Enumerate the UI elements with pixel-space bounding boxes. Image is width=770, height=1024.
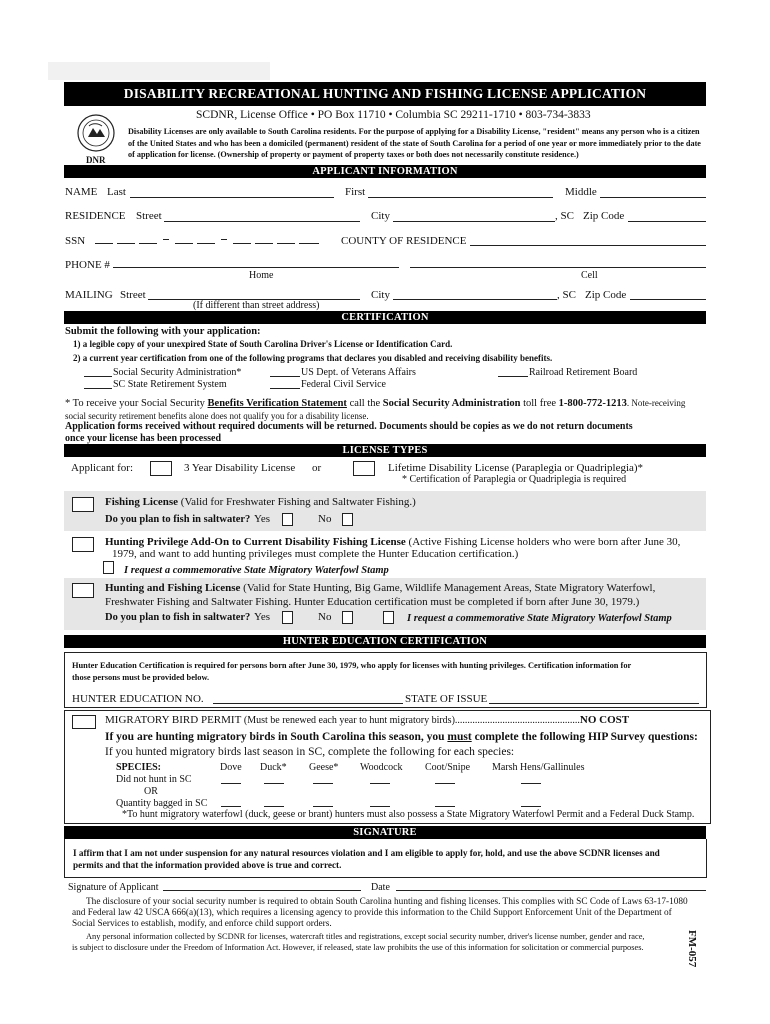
qty-geese[interactable] xyxy=(313,806,333,807)
hunter-ed-no-label: HUNTER EDUCATION NO. xyxy=(72,693,204,705)
name-label: NAME xyxy=(65,186,98,198)
saltwater-no-checkbox-2[interactable] xyxy=(342,611,353,624)
scrs-checkline[interactable] xyxy=(84,388,112,389)
ssa-note xyxy=(65,397,685,410)
migratory-title: MIGRATORY BIRD PERMIT xyxy=(105,714,242,726)
addon-stamp-label: I request a commemorative State Migratory Waterfowl Stamp xyxy=(124,565,389,576)
hunt-fish-title: Hunting and Fishing License xyxy=(105,582,241,594)
hunting-addon-desc1: (Active Fishing License holders who were born after June 30, xyxy=(408,536,681,548)
middle-label: Middle xyxy=(565,186,597,198)
lifetime-checkbox[interactable] xyxy=(353,461,375,476)
ssn-label: SSN xyxy=(65,235,86,247)
fishing-title: Fishing License xyxy=(105,496,179,508)
addon-stamp-checkbox[interactable] xyxy=(103,561,114,574)
middle-name-field[interactable] xyxy=(600,197,706,198)
program-ssa: Social Security Administration* xyxy=(113,367,242,378)
ssa-note-e: toll free xyxy=(523,398,557,409)
last-label: Last xyxy=(107,186,126,198)
saltwater-yes-label: Yes xyxy=(254,513,271,525)
hunting-addon-checkbox[interactable] xyxy=(72,537,94,552)
phone-label: PHONE # xyxy=(65,259,110,271)
hip-line-b: complete the following HIP Survey questions: xyxy=(474,731,698,743)
mailing-sc-label: , SC xyxy=(557,289,576,301)
hunter-ed-header: HUNTER EDUCATION CERTIFICATION xyxy=(64,635,706,648)
affirmation-1: I affirm that I am not under suspension for any natural resources violation and I am eligible to apply for, hold, and use the above SCDNR licenses and xyxy=(73,848,660,858)
species-coot-snipe: Coot/Snipe xyxy=(425,762,471,773)
species-marsh-hens: Marsh Hens/Gallinules xyxy=(492,762,585,773)
signature-header: SIGNATURE xyxy=(64,826,706,839)
did-not-hunt-label: Did not hunt in SC xyxy=(116,774,192,785)
certification-section-header: CERTIFICATION xyxy=(64,311,706,324)
va-checkline[interactable] xyxy=(270,376,300,377)
qty-coot-snipe[interactable] xyxy=(435,806,455,807)
ssa-note-line2: social security retirement benefits alone does not qualify you for a disability license. xyxy=(65,411,369,421)
or-label: or xyxy=(312,462,322,474)
dnh-dove[interactable] xyxy=(221,783,241,784)
warning-line2: once your license has been processed xyxy=(65,433,222,444)
residence-city-field[interactable] xyxy=(393,221,555,222)
saltwater-yes-label-2: Yes xyxy=(254,611,271,623)
saltwater-no-checkbox[interactable] xyxy=(342,513,353,526)
species-geese: Geese* xyxy=(309,762,339,773)
dnr-seal-logo xyxy=(76,113,116,153)
footer-line-1: The disclosure of your social security number is required to obtain South Carolina hunting and fishing licenses. This complies with SC Code of Laws 63-17-1080 xyxy=(86,897,688,907)
footer-line-4: Any personal information collected by SCDNR for licenses, watercraft titles and registrations, except social security number, driver's license number, gender and race, xyxy=(86,932,645,941)
rrb-checkline[interactable] xyxy=(498,376,528,377)
mailing-note: (If different than street address) xyxy=(193,300,320,311)
mailing-city-field[interactable] xyxy=(393,299,557,300)
mailing-city-label: City xyxy=(371,289,390,301)
ssa-note-g: . Note-receiving xyxy=(626,398,686,408)
applicant-section-header: APPLICANT INFORMATION xyxy=(64,165,706,178)
migratory-desc: (Must be renewed each year to hunt migratory birds).................................................. xyxy=(243,715,580,726)
dnh-woodcock[interactable] xyxy=(370,783,390,784)
lifetime-note: * Certification of Paraplegia or Quadriplegia is required xyxy=(402,474,627,485)
home-caption: Home xyxy=(249,270,274,281)
submit-heading: Submit the following with your application: xyxy=(65,326,261,337)
mailing-zip-field[interactable] xyxy=(630,299,706,300)
hunt-fish-checkbox[interactable] xyxy=(72,583,94,598)
applicant-for-label: Applicant for: xyxy=(71,462,134,474)
fishing-desc: (Valid for Freshwater Fishing and Saltwater Fishing.) xyxy=(180,496,416,508)
ssa-checkline[interactable] xyxy=(84,376,112,377)
ssn-field[interactable] xyxy=(95,243,327,247)
fcs-checkline[interactable] xyxy=(270,388,300,389)
home-phone-field[interactable] xyxy=(113,267,399,268)
hunt-fish-stamp-label: I request a commemorative State Migratory Waterfowl Stamp xyxy=(407,613,672,624)
benefits-verification: Benefits Verification Statement xyxy=(207,398,347,409)
license-types-header: LICENSE TYPES xyxy=(64,444,706,457)
dnh-duck[interactable] xyxy=(264,783,284,784)
mailing-label: MAILING xyxy=(65,289,113,301)
hunter-ed-note-2: those persons must be provided below. xyxy=(72,673,210,682)
cell-caption: Cell xyxy=(581,270,598,281)
ssa-note-a: * To receive your Social Security xyxy=(65,398,205,409)
saltwater-yes-checkbox[interactable] xyxy=(282,513,293,526)
hip-instructions xyxy=(105,731,698,744)
three-year-checkbox[interactable] xyxy=(150,461,172,476)
warning-line1: Application forms received without required documents will be returned. Documents should be copies as we do not return documents xyxy=(65,421,633,432)
hip-must: must xyxy=(447,731,472,743)
waterfowl-footnote: *To hunt migratory waterfowl (duck, geese or brant) hunters must also possess a State Migratory Waterfowl Permit and a Federal Duck Stamp. xyxy=(122,809,695,820)
residence-street-field[interactable] xyxy=(164,221,360,222)
footer-line-5: is subject to disclosure under the Freedom of Information Act. However, if released, state law prohibits the use of this information for solicitation or commercial purposes. xyxy=(72,943,644,952)
form-title: DISABILITY RECREATIONAL HUNTING AND FISHING LICENSE APPLICATION xyxy=(64,82,706,106)
saltwater-question: Do you plan to fish in saltwater? xyxy=(105,514,251,525)
footer-line-3: Social Services to establish, modify, and enforce child support orders. xyxy=(72,919,332,929)
dnh-coot-snipe[interactable] xyxy=(435,783,455,784)
date-field[interactable] xyxy=(396,890,706,891)
hunter-ed-no-field[interactable] xyxy=(213,703,403,704)
species-dove: Dove xyxy=(220,762,242,773)
migratory-cost: NO COST xyxy=(579,714,630,726)
species-label: SPECIES: xyxy=(116,762,162,773)
saltwater-no-label: No xyxy=(318,513,332,525)
date-label: Date xyxy=(371,882,390,893)
fishing-license-label xyxy=(105,496,416,509)
hunt-fish-desc1: (Valid for State Hunting, Big Game, Wildlife Management Areas, State Migratory Waterfowl, xyxy=(243,582,656,594)
state-of-issue-field[interactable] xyxy=(489,703,699,704)
affirmation-2: permits and that the information provided above is true and correct. xyxy=(73,860,342,870)
cell-phone-field[interactable] xyxy=(410,267,706,268)
signature-field[interactable] xyxy=(163,890,361,891)
ssa-note-c: call the xyxy=(349,398,381,409)
qty-dove[interactable] xyxy=(221,806,241,807)
footer-line-2: and Federal law 42 USCA 666(a)(13), which requires a licensing agency to provide this information to the Child Support Enforcement Unit of the Department of xyxy=(72,908,672,918)
residence-label: RESIDENCE xyxy=(65,210,126,222)
dnr-label: DNR xyxy=(86,155,106,165)
hunter-ed-note-1: Hunter Education Certification is required for persons born after June 30, 1979, who apply for licenses with hunting privileges. Certification information for xyxy=(72,661,632,670)
last-name-field[interactable] xyxy=(130,197,334,198)
signature-label: Signature of Applicant xyxy=(68,882,159,893)
quantity-label: Quantity bagged in SC xyxy=(116,798,208,809)
hunting-addon-desc2: 1979, and want to add hunting privileges must complete the Hunter Education certification.) xyxy=(112,548,519,560)
zip-label: Zip Code xyxy=(583,210,625,222)
requirement-1: 1) a legible copy of your unexpired State of South Carolina Driver's License or Identification Card. xyxy=(73,339,453,349)
qty-woodcock[interactable] xyxy=(370,806,390,807)
ssa-phone: 1-800-772-1213 xyxy=(558,398,627,409)
office-address: SCDNR, License Office • PO Box 11710 • Columbia SC 29211-1710 • 803-734-3833 xyxy=(196,109,591,121)
sc-label: , SC xyxy=(555,210,574,222)
mailing-street-label: Street xyxy=(120,289,146,301)
street-label: Street xyxy=(136,210,162,222)
program-scrs: SC State Retirement System xyxy=(113,379,227,390)
city-label: City xyxy=(371,210,390,222)
state-of-issue-label: STATE OF ISSUE xyxy=(405,693,488,705)
fishing-license-checkbox[interactable] xyxy=(72,497,94,512)
mailing-zip-label: Zip Code xyxy=(585,289,627,301)
migratory-permit-checkbox[interactable] xyxy=(72,715,96,729)
species-woodcock: Woodcock xyxy=(360,762,403,773)
program-fcs: Federal Civil Service xyxy=(301,379,386,390)
hunt-fish-desc2: Freshwater Fishing and Saltwater Fishing. Hunter Education certification must be completed if born after June 30, 1979.) xyxy=(105,596,640,608)
qty-marsh-hens[interactable] xyxy=(521,806,541,807)
county-label: COUNTY OF RESIDENCE xyxy=(341,235,467,247)
program-rrb: Railroad Retirement Board xyxy=(529,367,638,378)
ssa-name: Social Security Administration xyxy=(382,398,521,409)
dnh-marsh-hens[interactable] xyxy=(521,783,541,784)
lifetime-label: Lifetime Disability License (Paraplegia or Quadriplegia)* xyxy=(388,462,644,474)
three-year-label: 3 Year Disability License xyxy=(184,462,296,474)
qty-duck[interactable] xyxy=(264,806,284,807)
or-separator: OR xyxy=(144,786,158,797)
hunting-addon-title: Hunting Privilege Add-On to Current Disability Fishing License xyxy=(105,536,406,548)
county-field[interactable] xyxy=(470,245,706,246)
hunt-fish-stamp-checkbox[interactable] xyxy=(383,611,394,624)
migratory-permit-label xyxy=(105,714,629,727)
first-name-field[interactable] xyxy=(368,197,553,198)
species-duck: Duck* xyxy=(260,762,287,773)
saltwater-question-2: Do you plan to fish in saltwater? xyxy=(105,612,251,623)
hip-line-a: If you are hunting migratory birds in South Carolina this season, you xyxy=(105,731,445,743)
residency-note: Disability Licenses are only available to South Carolina residents. For the purpose of applying for a Disability License, "resident" means any person who is a citizen of the United States and who has been a domiciled (permanent) resident of the state of South Carolina for a period of one year or more immediately prior to the date of application for license. (Ownership of property or payment of property taxes or both does not necessarily constitute residence.) xyxy=(128,127,701,160)
page-corner-tab xyxy=(48,62,270,80)
residence-zip-field[interactable] xyxy=(628,221,706,222)
first-label: First xyxy=(345,186,366,198)
program-va: US Dept. of Veterans Affairs xyxy=(301,367,416,378)
last-season-line: If you hunted migratory birds last season in SC, complete the following for each species: xyxy=(105,746,515,758)
hunt-fish-label xyxy=(105,582,655,595)
saltwater-no-label-2: No xyxy=(318,611,332,623)
form-number: FM-057 xyxy=(686,930,698,968)
dnh-geese[interactable] xyxy=(313,783,333,784)
requirement-2: 2) a current year certification from one of the following programs that declares you disabled and receiving disability benefits. xyxy=(73,353,553,363)
saltwater-yes-checkbox-2[interactable] xyxy=(282,611,293,624)
